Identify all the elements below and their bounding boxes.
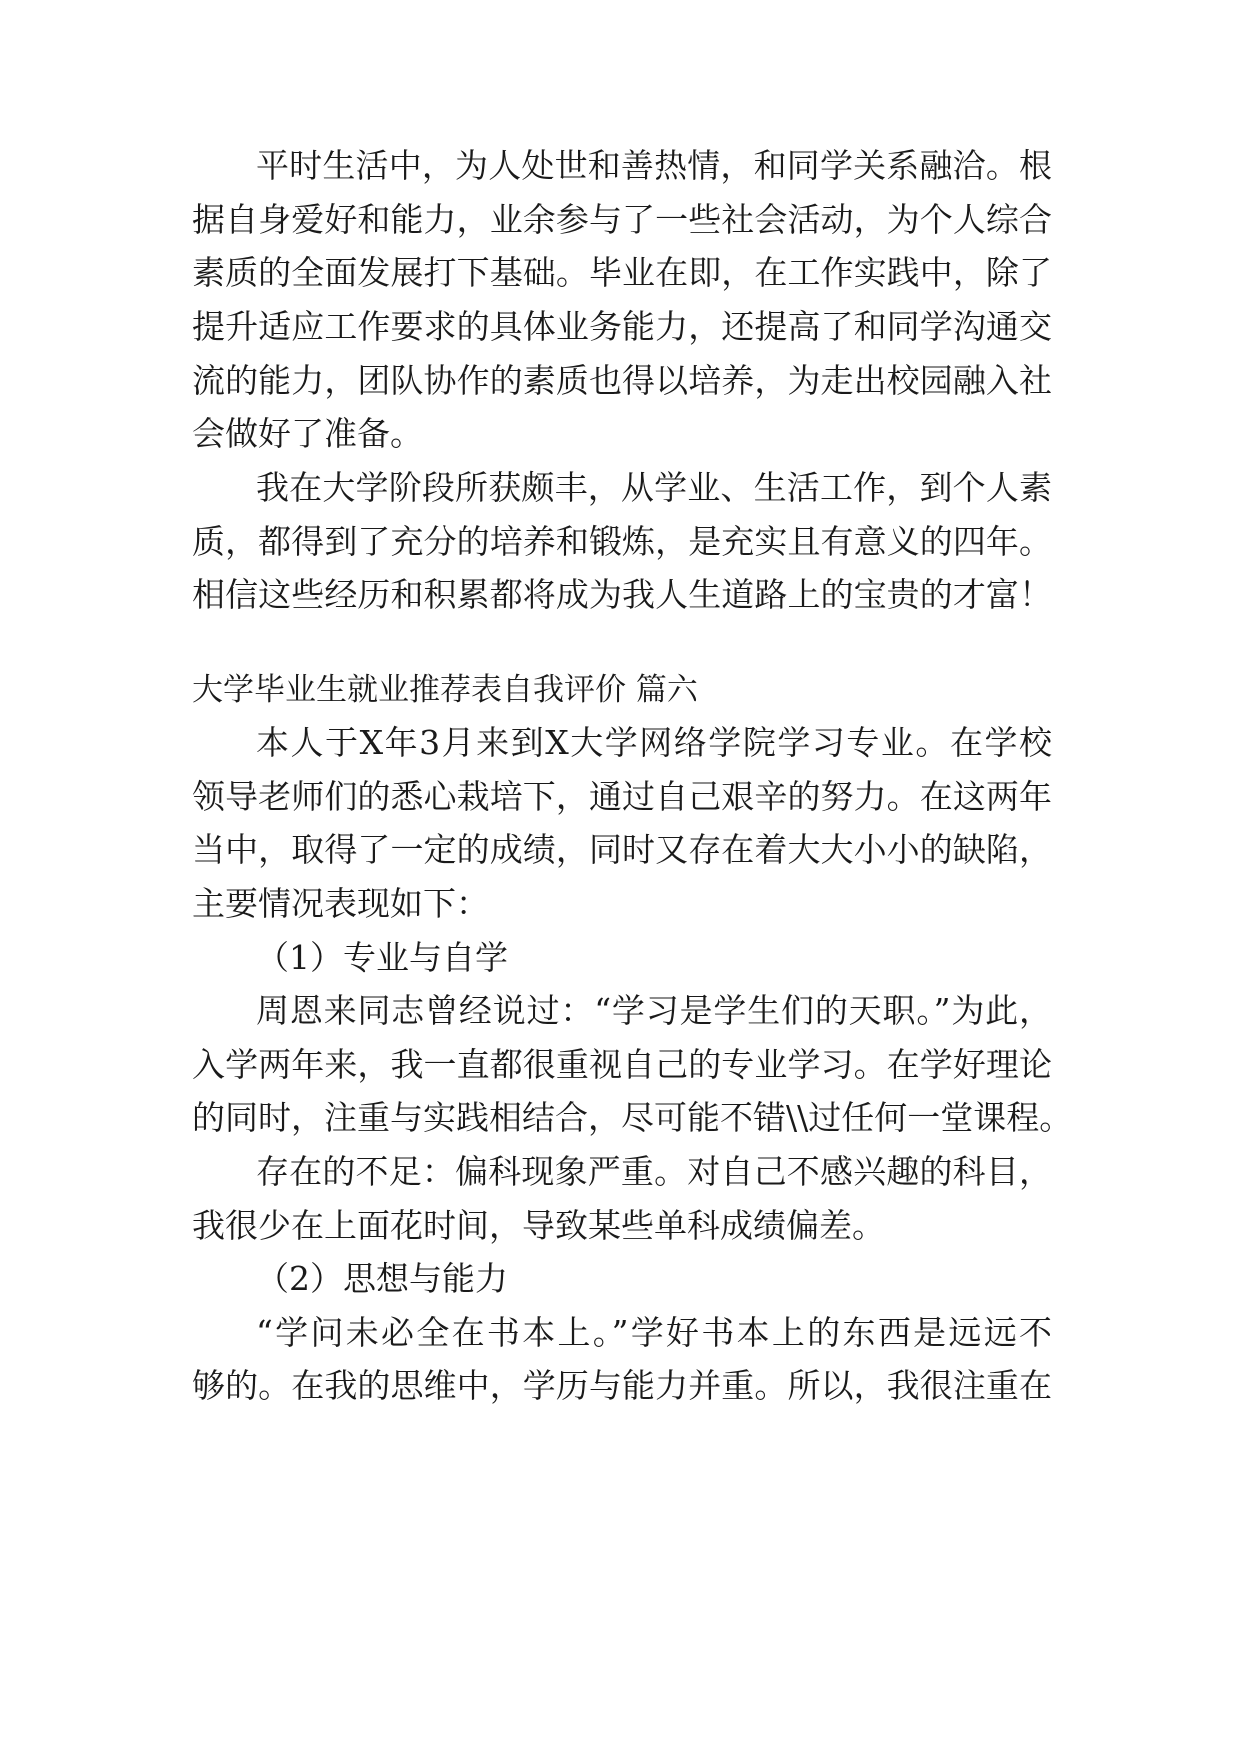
- text-line: 平时生活中，为人处世和善热情，和同学关系融洽。根: [256, 146, 1052, 185]
- text-line: “学问未必全在书本上。”学好书本上的东西是远远不: [256, 1313, 1052, 1352]
- text-line: 本人于X年3月来到X大学网络学院学习专业。在学校: [256, 723, 1052, 762]
- text-line: 主要情况表现如下：: [192, 884, 489, 923]
- text-line: 的同时，注重与实践相结合，尽可能不错\\过任何一堂课程。: [192, 1098, 1073, 1137]
- text-line: 我很少在上面花时间，导致某些单科成绩偏差。: [192, 1206, 885, 1245]
- text-line: 我在大学阶段所获颇丰，从学业、生活工作，到个人素: [256, 468, 1052, 507]
- text-line: 够的。在我的思维中，学历与能力并重。所以，我很注重在: [192, 1366, 1052, 1405]
- text-line: 会做好了准备。: [192, 414, 423, 453]
- text-line: 当中，取得了一定的成绩，同时又存在着大大小小的缺陷，: [192, 830, 1052, 869]
- text-line: 入学两年来，我一直都很重视自己的专业学习。在学好理论: [192, 1045, 1052, 1084]
- subsection-heading: （1）专业与自学: [256, 938, 508, 977]
- text-line: 领导老师们的悉心栽培下，通过自己艰辛的努力。在这两年: [192, 777, 1052, 816]
- text-line: 相信这些经历和积累都将成为我人生道路上的宝贵的才富！: [192, 575, 1052, 614]
- text-line: 周恩来同志曾经说过：“学习是学生们的天职。”为此，: [256, 991, 1052, 1030]
- text-line: 流的能力，团队协作的素质也得以培养，为走出校园融入社: [192, 361, 1052, 400]
- text-line: 存在的不足：偏科现象严重。对自己不感兴趣的科目，: [256, 1152, 1052, 1191]
- text-line: 据自身爱好和能力，业余参与了一些社会活动，为个人综合: [192, 200, 1052, 239]
- text-line: 质，都得到了充分的培养和锻炼，是充实且有意义的四年。: [192, 522, 1052, 561]
- text-line: 素质的全面发展打下基础。毕业在即，在工作实践中，除了: [192, 253, 1052, 292]
- text-line: 提升适应工作要求的具体业务能力，还提高了和同学沟通交: [192, 307, 1052, 346]
- section-heading: 大学毕业生就业推荐表自我评价 篇六: [192, 672, 698, 708]
- subsection-heading: （2）思想与能力: [256, 1259, 508, 1298]
